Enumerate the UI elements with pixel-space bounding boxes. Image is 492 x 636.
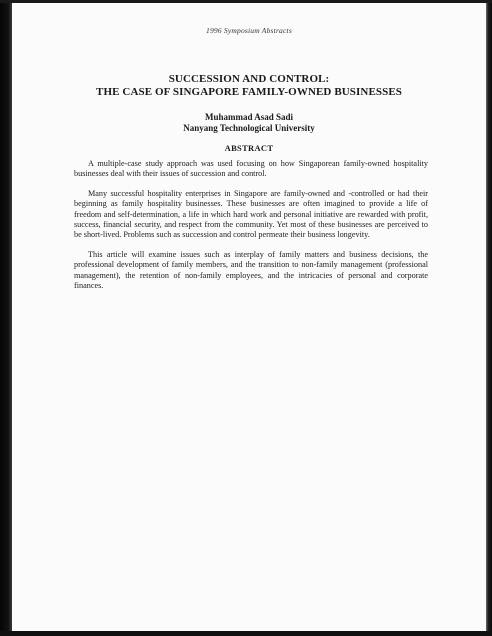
author-name: Muhammad Asad Sadi: [204, 112, 294, 122]
title-line-1: SUCCESSION AND CONTROL:: [168, 73, 330, 85]
article-title: [12, 73, 486, 99]
abstract-paragraph: A multiple-case study approach was used focusing on how Singaporean family-owned hospitality businesses deal with their issues of succession and control.: [74, 159, 428, 179]
title-line-2: THE CASE OF SINGAPORE FAMILY-OWNED BUSINESSES: [96, 86, 402, 98]
author-block: [12, 112, 486, 134]
abstract-paragraph: Many successful hospitality enterprises in Singapore are family-owned and -controlled or had their beginning as family hospitality businesses. These businesses are often imagined to provide a life of freedom and self-determination, a life in which hard work and personal initiative are rewarded with profit, success, financial security, and respect from the community. Yet most of these businesses are perceived to be short-lived. Problems such as succession and control permeate their business longevity.: [74, 188, 428, 240]
scan-shadow-bottom: [0, 631, 492, 636]
scan-shadow-right: [486, 0, 492, 636]
abstract-paragraph: This article will examine issues such as interplay of family matters and business decisions, the professional development of family members, and the transition to non-family management (professional management), the retention of non-family employees, and the intricacies of personal and corporate finances.: [74, 249, 428, 291]
abstract-body: [74, 159, 428, 300]
scan-shadow-left: [0, 0, 12, 636]
abstract-heading: ABSTRACT: [224, 143, 274, 153]
author-affiliation: Nanyang Technological University: [183, 123, 315, 133]
running-header: 1996 Symposium Abstracts: [206, 26, 292, 35]
paper-page: [12, 3, 486, 631]
